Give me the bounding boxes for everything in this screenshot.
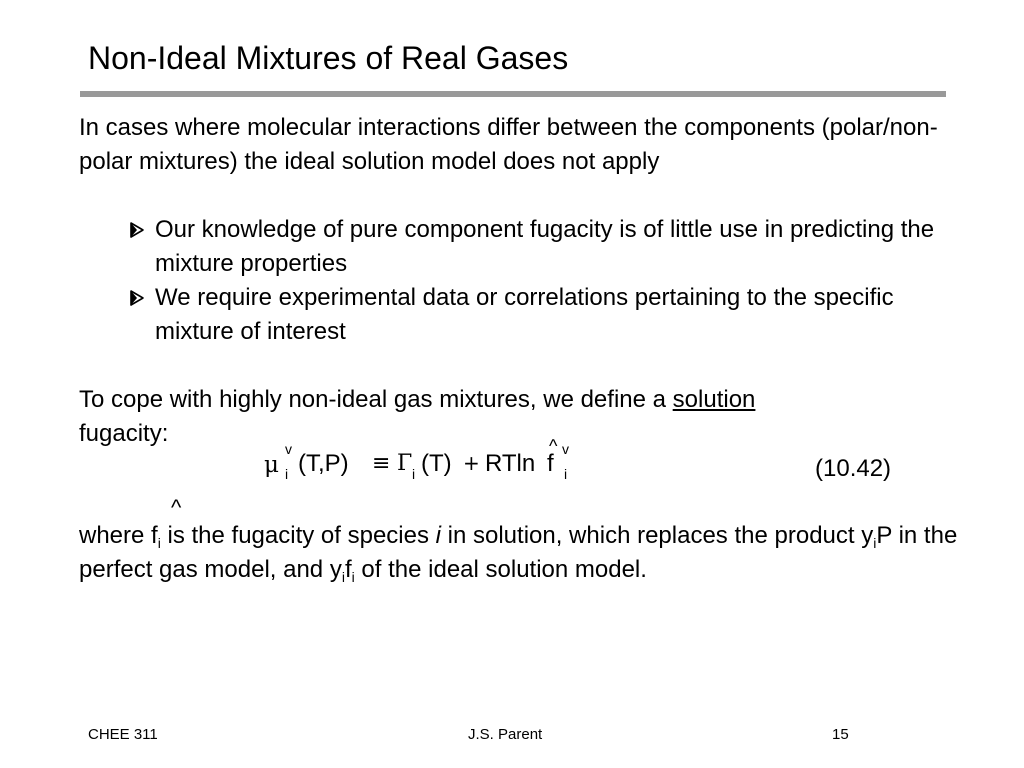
eq-mu: μ xyxy=(264,452,279,478)
subscript: i xyxy=(157,535,161,551)
definition-term: solution xyxy=(672,386,756,413)
text-run: f xyxy=(344,556,352,583)
hat-mark: ^ xyxy=(171,495,182,520)
title-divider xyxy=(80,91,946,97)
definition-tail: fugacity: xyxy=(79,420,169,447)
arrow-bullet-icon xyxy=(128,213,148,257)
eq-equiv: ≡ xyxy=(372,451,391,476)
arrow-bullet-icon xyxy=(128,281,148,325)
eq-t-arg: (T) xyxy=(421,450,452,477)
intro-paragraph: In cases where molecular interactions differ between the components (polar/non-polar mixtures) the ideal solution model does not apply xyxy=(79,114,938,175)
equation-number: (10.42) xyxy=(815,455,892,482)
subscript: i xyxy=(351,569,355,585)
text-run: of the ideal solution model. xyxy=(354,556,647,583)
subscript: i xyxy=(341,569,345,585)
text-run: P in the perfect gas model, and y xyxy=(79,522,958,583)
eq-hat: ^ xyxy=(549,436,558,456)
bullet-text: Our knowledge of pure component fugacity is of little use in predicting the mixture properties xyxy=(155,216,935,277)
subscript: i xyxy=(873,535,877,551)
slide-title: Non-Ideal Mixtures of Real Gases xyxy=(88,40,569,76)
footer-page-number: 15 xyxy=(832,726,849,743)
text-run: is the fugacity of species xyxy=(160,522,436,549)
footer-course: CHEE 311 xyxy=(88,726,158,743)
eq-rtln: RTln xyxy=(485,450,536,477)
eq-sub-i: i xyxy=(412,466,416,482)
definition-text: To cope with highly non-ideal gas mixtures, we define a xyxy=(79,386,666,413)
eq-plus: + xyxy=(463,451,480,475)
eq-args: (T,P) xyxy=(298,450,349,477)
text-run: where f xyxy=(79,522,158,549)
explanation-paragraph xyxy=(79,519,959,587)
equation-10-42 xyxy=(264,436,604,486)
eq-sup-v: v xyxy=(285,441,292,457)
eq-sub-i: i xyxy=(285,466,289,482)
italic-symbol: i xyxy=(435,522,441,549)
eq-gamma: Γ xyxy=(397,451,413,476)
eq-sup-v: v xyxy=(562,441,569,457)
text-run: in solution, which replaces the product y xyxy=(440,522,874,549)
definition-paragraph xyxy=(79,383,959,451)
footer-author: J.S. Parent xyxy=(468,726,543,743)
eq-f: f xyxy=(547,450,554,477)
bullet-text: We require experimental data or correlations pertaining to the specific mixture of interest xyxy=(155,284,894,345)
eq-sub-i: i xyxy=(564,466,568,482)
